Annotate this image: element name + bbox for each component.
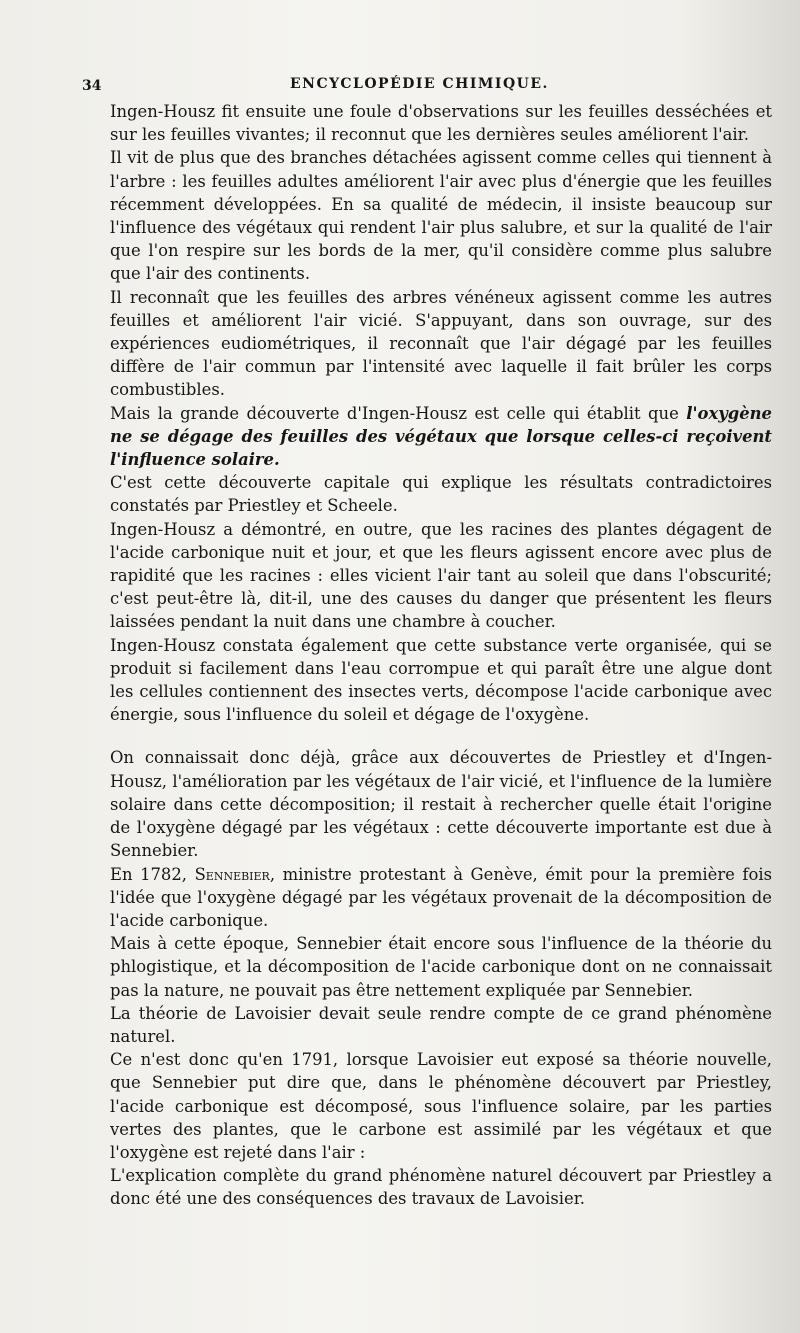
paragraph: Ce n'est donc qu'en 1791, lorsque Lavoisier eut exposé sa théorie nouvelle, que Sennebier put dire que, dans le phénomène découvert par Priestley, l'acide carbonique est décomposé, sous l'influence solaire, par les parties vertes des plantes, que le carbone est assimilé par les végétaux et que l'oxygène est rejeté dans l'air : — [110, 1050, 772, 1162]
small-caps-name: Sennebier — [194, 864, 270, 884]
paragraph-text: , ministre protestant à Genève, émit pour la première fois l'idée que l'oxygène dégagé par les végétaux provenait de la décomposition de l'acide carbonique. — [110, 864, 772, 930]
paragraph: Ingen-Housz fit ensuite une foule d'observations sur les feuilles desséchées et sur les feuilles vivantes; il reconnut que les dernières seules améliorent l'air. — [110, 102, 772, 145]
page-number: 34 — [82, 78, 102, 94]
paragraph — [110, 863, 772, 933]
paragraph-text: En 1782, — [110, 864, 195, 884]
body-text — [110, 100, 772, 1211]
paragraph: La théorie de Lavoisier devait seule rendre compte de ce grand phénomène naturel. — [110, 1003, 772, 1046]
emphasized-text: l'oxygène ne se dégage des feuilles des végétaux que lorsque celles-ci reçoivent l'influence solaire. — [110, 403, 772, 470]
paragraph: Ingen-Housz constata également que cette substance verte organisée, qui se produit si facilement dans l'eau corrompue et qui paraît être une algue dont les cellules contiennent des insectes verts, décompose l'acide carbonique avec énergie, sous l'influence du soleil et dégage de l'oxygène. — [110, 635, 772, 725]
running-title: ENCYCLOPÉDIE CHIMIQUE. — [290, 76, 549, 92]
paragraph — [110, 402, 772, 472]
paragraph: Ingen-Housz a démontré, en outre, que les racines des plantes dégagent de l'acide carbonique nuit et jour, et que les fleurs agissent encore avec plus de rapidité que les racines : elles vicient l'air tant au soleil que dans l'obscurité; c'est peut-être là, dit-il, une des causes du danger que présentent les fleurs laissées pendant la nuit dans une chambre à coucher. — [110, 519, 772, 632]
paragraph: Il vit de plus que des branches détachées agissent comme celles qui tiennent à l'arbre : les feuilles adultes améliorent l'air avec plus d'énergie que les feuilles récemment développées. En sa qualité de médecin, il insiste beaucoup sur l'influence des végétaux qui rendent l'air plus salubre, et sur la qualité de l'air que l'on respire sur les bords de la mer, qu'il considère comme plus salubre que l'air des continents. — [110, 148, 772, 284]
paragraph: Mais à cette époque, Sennebier était encore sous l'influence de la théorie du phlogistique, et la décomposition de l'acide carbonique dont on ne connaissait pas la nature, ne pouvait pas être nettement expliquée par Sennebier. — [110, 934, 772, 1000]
paragraph: L'explication complète du grand phénomène naturel découvert par Priestley a donc été une des conséquences des travaux de Lavoisier. — [110, 1166, 772, 1209]
paragraph-text: Mais la grande découverte d'Ingen-Housz est celle qui établit que — [110, 403, 687, 423]
paragraph: On connaissait donc déjà, grâce aux découvertes de Priestley et d'Ingen-Housz, l'amélioration par les végétaux de l'air vicié, et l'influence de la lumière solaire dans cette décomposition; il restait à rechercher quelle était l'origine de l'oxygène dégagé par les végétaux : cette découverte importante est due à Sennebier. — [110, 748, 772, 861]
paragraph: Il reconnaît que les feuilles des arbres vénéneux agissent comme les autres feuilles et améliorent l'air vicié. S'appuyant, dans son ouvrage, sur des expériences eudiométriques, il reconnaît que l'air dégagé par les feuilles diffère de l'air commun par l'intensité avec laquelle il fait brûler les corps combustibles. — [110, 287, 772, 400]
paragraph: C'est cette découverte capitale qui explique les résultats contradictoires constatés par Priestley et Scheele. — [110, 473, 772, 516]
